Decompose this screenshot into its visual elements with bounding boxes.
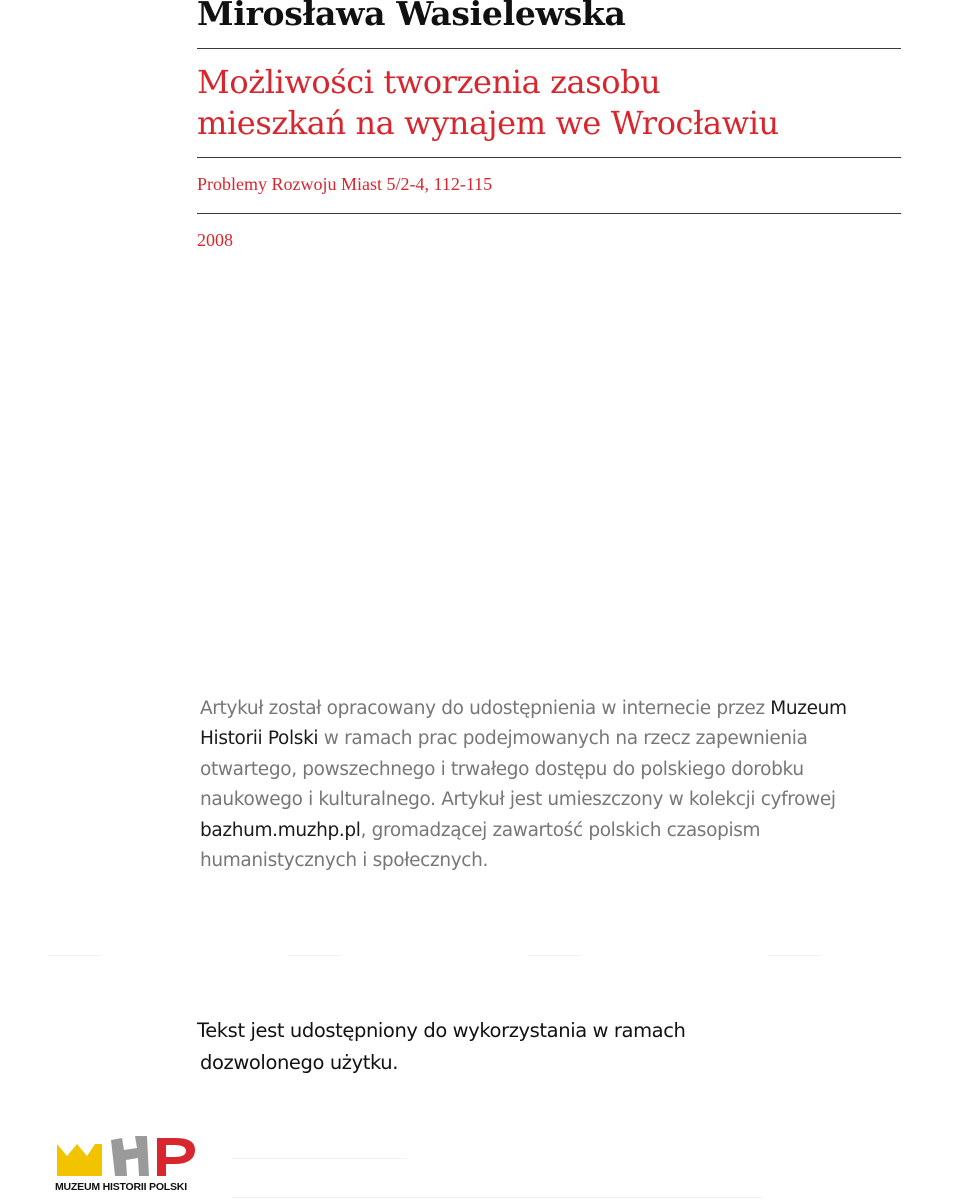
divider-rule [197, 157, 901, 158]
red-p-shape [157, 1138, 195, 1176]
notice-text: w ramach prac podejmowanych na rzecz zapewnienia otwartego, powszechnego i trwałego dostępu do polskiego dorobku naukowego i kulturalnego. Artykuł jest umieszczony w kolekcji cyfrowej [200, 728, 836, 811]
museum-logo-mark [55, 1136, 205, 1180]
license-line: Tekst jest udostępniony do wykorzystania w ramach [197, 1019, 686, 1042]
yellow-crown-shape [57, 1144, 102, 1176]
divider-rule [197, 48, 901, 49]
divider-rule [197, 213, 901, 214]
license-notice [197, 1015, 686, 1079]
scan-artifact [48, 955, 100, 956]
site-link[interactable]: bazhum.muzhp.pl [200, 819, 361, 841]
scan-artifact [528, 955, 580, 956]
scan-artifact [232, 1197, 762, 1198]
logo-caption: MUZEUM HISTORII POLSKI [55, 1181, 187, 1193]
journal-citation: Problemy Rozwoju Miast 5/2-4, 112-115 [197, 174, 493, 194]
availability-notice [200, 694, 900, 876]
scan-artifact [232, 1158, 407, 1159]
author-name: Mirosława Wasielewska [197, 0, 626, 33]
scan-artifact [768, 955, 820, 956]
notice-text: , gromadzącej zawartość polskich czasopism humanistycznych i społecznych. [200, 819, 761, 872]
license-line: dozwolonego użytku. [200, 1051, 399, 1074]
publication-year: 2008 [197, 230, 233, 250]
gray-h-shape [111, 1136, 149, 1176]
notice-text: Artykuł został opracowany do udostępnienia w internecie przez [200, 698, 771, 719]
scan-artifact [288, 955, 340, 956]
museum-name: Muzeum Historii Polski [200, 698, 847, 750]
article-title: Możliwości tworzenia zasobu mieszkań na wynajem we Wrocławiu [197, 63, 779, 142]
museum-logo [55, 1136, 205, 1194]
